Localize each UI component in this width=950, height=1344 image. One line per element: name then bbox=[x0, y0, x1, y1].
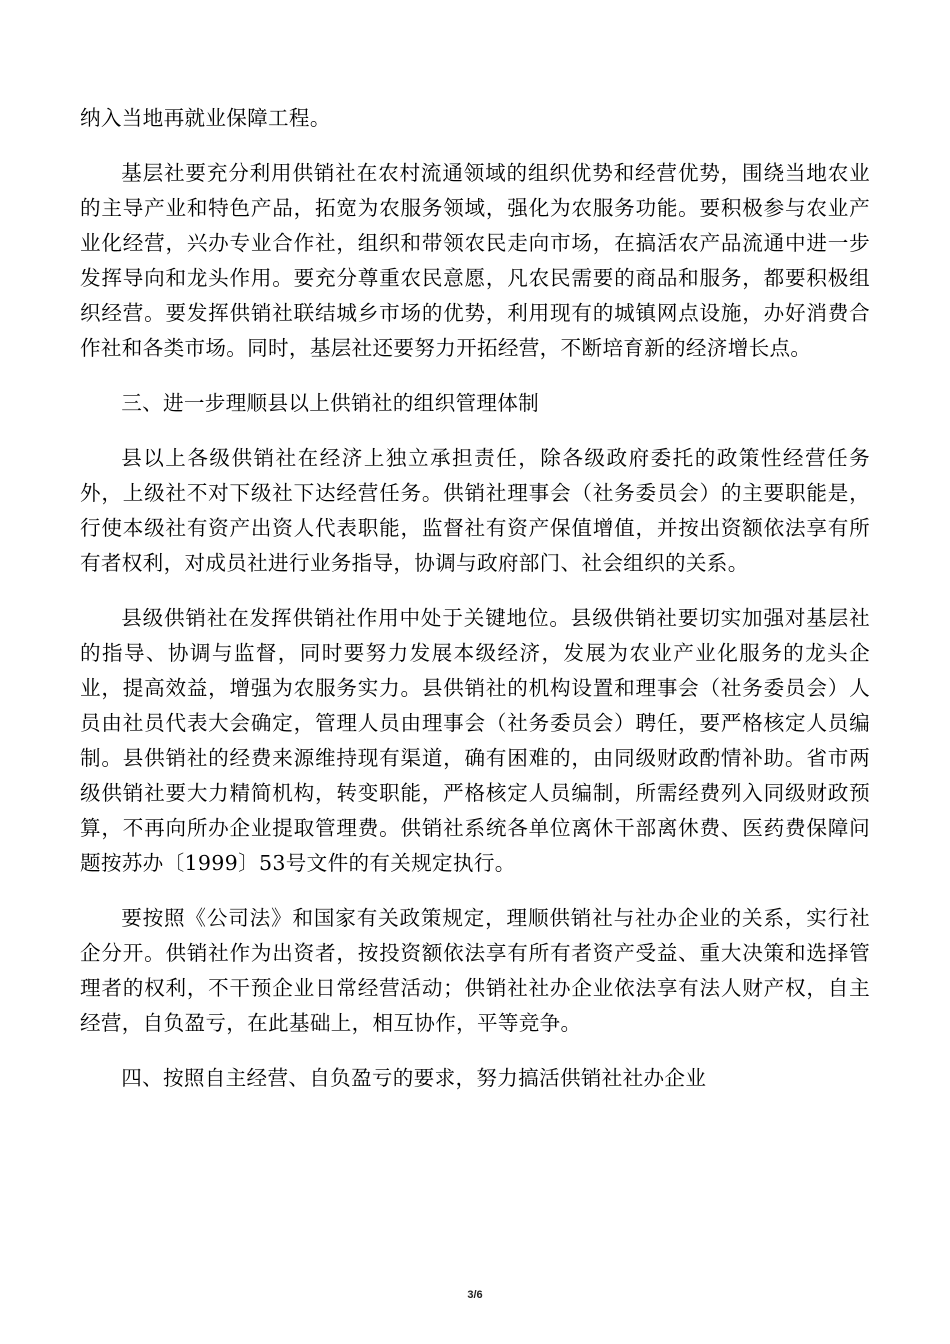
section-heading-four: 四、按照自主经营、自负盈亏的要求，努力搞活供销社社办企业 bbox=[121, 1066, 707, 1090]
paragraph-county-coop-role: 县级供销社在发挥供销社作用中处于关键地位。县级供销社要切实加强对基层社的指导、协调与监督，同时要努力发展本级经济，发展为农业产业化服务的龙头企业，提高效益，增强为农服务实力。县供销社的机构设置和理事会（社务委员会）人员由社员代表大会确定，管理人员由理事会（社务委员会）聘任，要严格核定人员编制。县供销社的经费来源维持现有渠道，确有困难的，由同级财政酌情补助。省市两级供销社要大力精简机构，转变职能，严格核定人员编制，所需经费列入同级财政预算，不再向所办企业提取管理费。供销社系统各单位离休干部离休费、医药费保障问题按苏办〔1999〕53号文件的有关规定执行。 bbox=[80, 606, 870, 875]
section-heading-three: 三、进一步理顺县以上供销社的组织管理体制 bbox=[121, 391, 540, 415]
paragraph-continuation: 纳入当地再就业保障工程。 bbox=[80, 106, 331, 130]
page-number: 3/6 bbox=[467, 1289, 483, 1301]
paragraph-county-level-responsibility: 县以上各级供销社在经济上独立承担责任，除各级政府委托的政策性经营任务外，上级社不对下级社下达经营任务。供销社理事会（社务委员会）的主要职能是，行使本级社有资产出资人代表职能，监督社有资产保值增值，并按出资额依法享有所有者权利，对成员社进行业务指导，协调与政府部门、社会组织的关系。 bbox=[80, 446, 870, 575]
paragraph-company-law: 要按照《公司法》和国家有关政策规定，理顺供销社与社办企业的关系，实行社企分开。供销社作为出资者，按投资额依法享有所有者资产受益、重大决策和选择管理者的权利，不干预企业日常经营活动；供销社社办企业依法享有法人财产权，自主经营，自负盈亏，在此基础上，相互协作，平等竞争。 bbox=[80, 906, 870, 1035]
document-body bbox=[80, 101, 870, 1116]
paragraph-grassroots-coops: 基层社要充分利用供销社在农村流通领域的组织优势和经营优势，围绕当地农业的主导产业和特色产品，拓宽为农服务领域，强化为农服务功能。要积极参与农业产业化经营，兴办专业合作社，组织和带领农民走向市场，在搞活农产品流通中进一步发挥导向和龙头作用。要充分尊重农民意愿，凡农民需要的商品和服务，都要积极组织经营。要发挥供销社联结城乡市场的优势，利用现有的城镇网点设施，办好消费合作社和各类市场。同时，基层社还要努力开拓经营，不断培育新的经济增长点。 bbox=[80, 161, 870, 360]
